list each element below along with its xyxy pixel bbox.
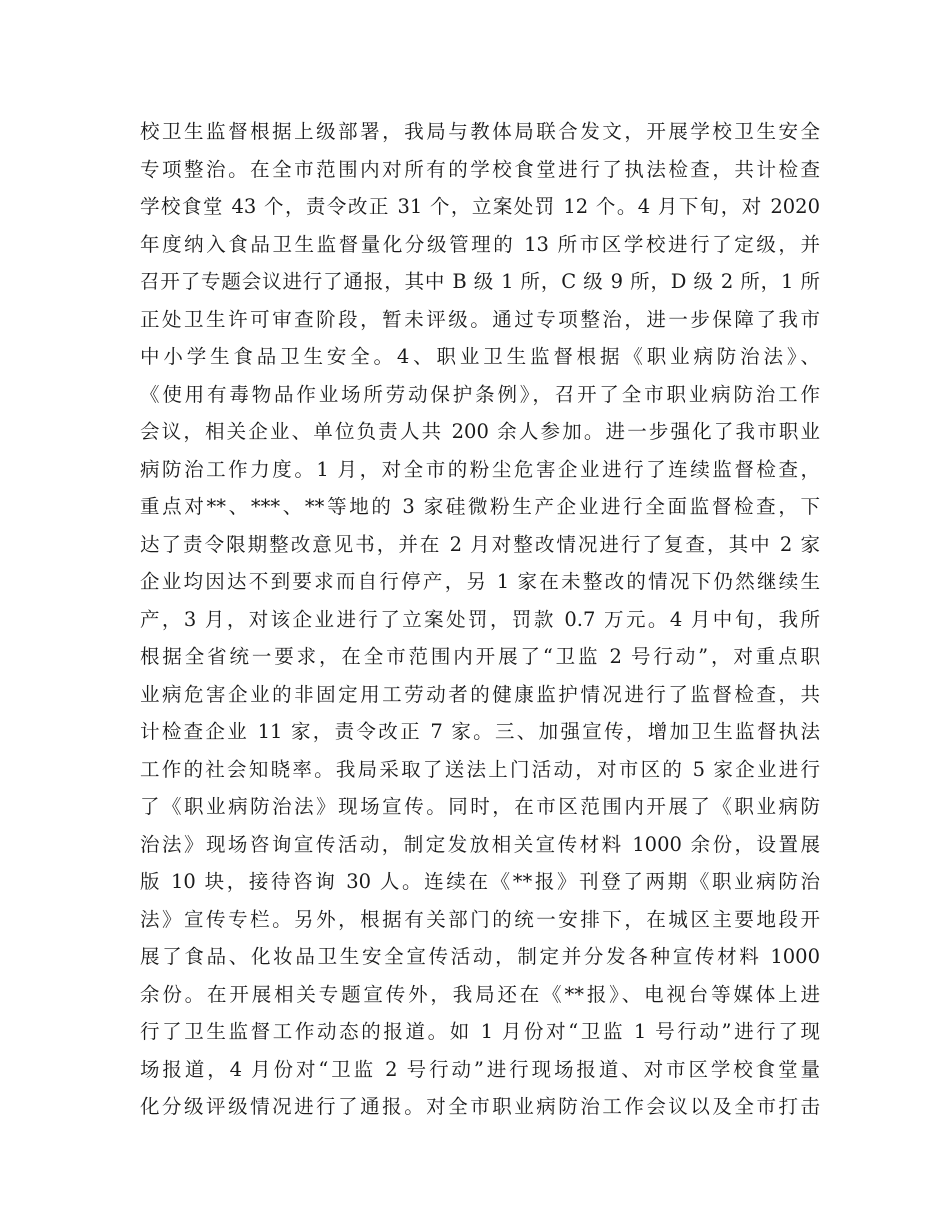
text-line: 版 10 块，接待咨询 30 人。连续在《**报》刊登了两期《职业病防治 bbox=[140, 870, 820, 893]
text-line: 根据全省统一要求，在全市范围内开展了“卫监 2 号行动”，对重点职 bbox=[140, 645, 820, 668]
text-line: 病防治工作力度。1 月，对全市的粉尘危害企业进行了连续监督检查， bbox=[140, 457, 820, 481]
text-line: 学校食堂 43 个，责令改正 31 个，立案处罚 12 个。4 月下旬，对 2020 bbox=[140, 195, 820, 218]
text-line: 专项整治。在全市范围内对所有的学校食堂进行了执法检查，共计检查 bbox=[140, 157, 820, 181]
text-line: 中小学生食品卫生安全。4、职业卫生监督根据《职业病防治法》、 bbox=[140, 345, 820, 368]
text-line: 召开了专题会议进行了通报，其中 B 级 1 所，C 级 9 所，D 级 2 所，1 所 bbox=[140, 270, 820, 293]
text-line: 工作的社会知晓率。我局采取了送法上门活动，对市区的 5 家企业进行 bbox=[140, 757, 820, 781]
text-line: 重点对**、***、**等地的 3 家硅微粉生产企业进行全面监督检查，下 bbox=[140, 495, 820, 518]
text-line: 化分级评级情况进行了通报。对全市职业病防治工作会议以及全市打击 bbox=[140, 1095, 820, 1118]
text-line: 计检查企业 11 家，责令改正 7 家。三、加强宣传，增加卫生监督执法 bbox=[140, 720, 820, 743]
text-line: 场报道，4 月份对“卫监 2 号行动”进行现场报道、对市区学校食堂量 bbox=[140, 1057, 820, 1081]
text-line: 余份。在开展相关专题宣传外，我局还在《**报》、电视台等媒体上进 bbox=[140, 982, 820, 1006]
text-line: 企业均因达不到要求而自行停产，另 1 家在未整改的情况下仍然继续生 bbox=[140, 570, 820, 593]
text-line: 正处卫生许可审查阶段，暂未评级。通过专项整治，进一步保障了我市 bbox=[140, 307, 820, 331]
text-line: 达了责令限期整改意见书，并在 2 月对整改情况进行了复查，其中 2 家 bbox=[140, 532, 820, 556]
text-line: 业病危害企业的非固定用工劳动者的健康监护情况进行了监督检查，共 bbox=[140, 682, 820, 706]
text-line: 《使用有毒物品作业场所劳动保护条例》，召开了全市职业病防治工作 bbox=[140, 382, 820, 406]
text-line: 校卫生监督根据上级部署，我局与教体局联合发文，开展学校卫生安全 bbox=[140, 120, 820, 143]
text-line: 产，3 月，对该企业进行了立案处罚，罚款 0.7 万元。4 月中旬，我所 bbox=[140, 607, 820, 631]
text-line: 行了卫生监督工作动态的报道。如 1 月份对“卫监 1 号行动”进行了现 bbox=[140, 1020, 820, 1043]
text-line: 展了食品、化妆品卫生安全宣传活动，制定并分发各种宣传材料 1000 bbox=[140, 945, 820, 968]
text-line: 年度纳入食品卫生监督量化分级管理的 13 所市区学校进行了定级，并 bbox=[140, 232, 820, 256]
text-line: 法》宣传专栏。另外，根据有关部门的统一安排下，在城区主要地段开 bbox=[140, 907, 820, 931]
text-line: 治法》现场咨询宣传活动，制定发放相关宣传材料 1000 余份，设置展 bbox=[140, 832, 820, 856]
text-line: 了《职业病防治法》现场宣传。同时，在市区范围内开展了《职业病防 bbox=[140, 795, 820, 818]
text-line: 会议，相关企业、单位负责人共 200 余人参加。进一步强化了我市职业 bbox=[140, 420, 820, 443]
document-body bbox=[140, 113, 820, 1126]
